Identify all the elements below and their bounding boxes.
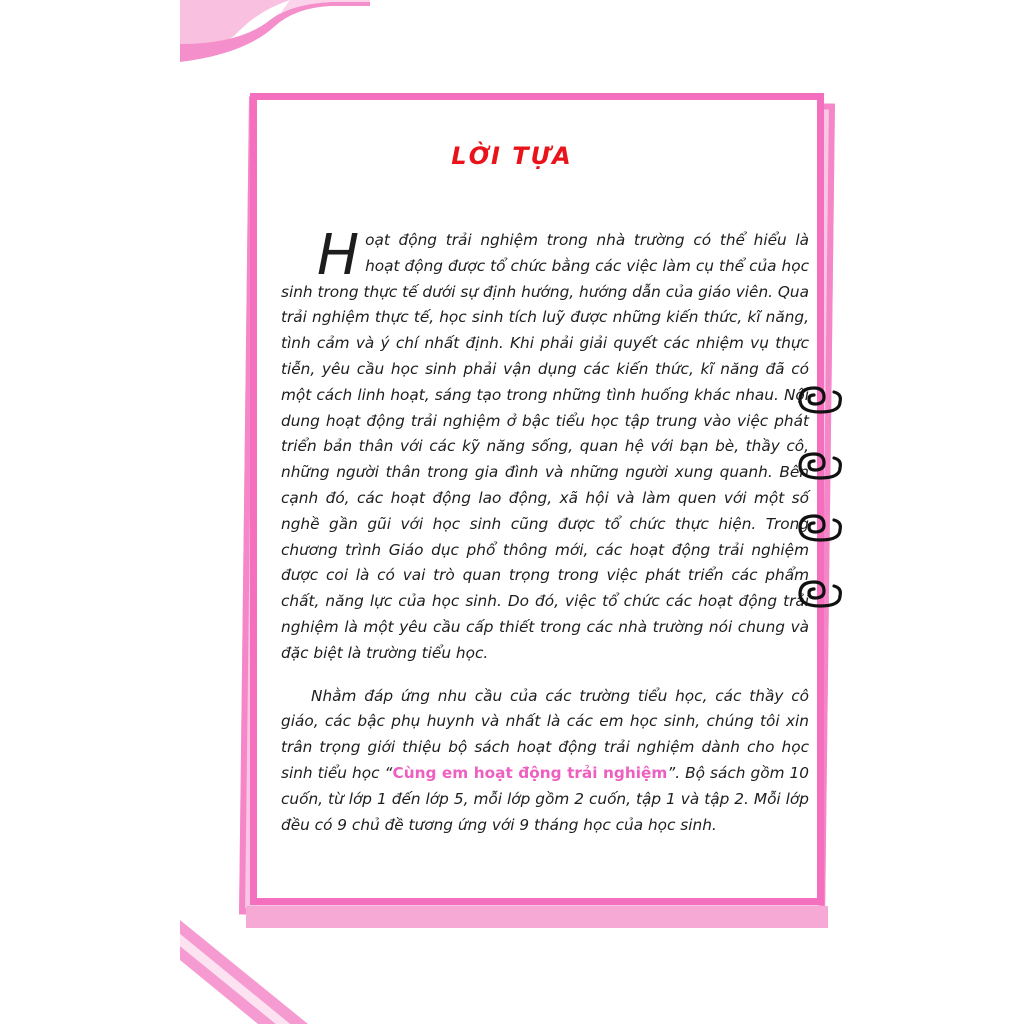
page-title: LỜI TỰA <box>451 142 573 170</box>
paragraph-1 <box>281 223 809 667</box>
spiral-binding <box>790 380 850 620</box>
spiral-ring-icon <box>790 508 846 544</box>
spiral-ring-icon <box>790 380 846 416</box>
paragraph-2-text-end: ”. Bộ sách gồm 10 cuốn, từ lớp 1 đến lớp 5, mỗi lớp gồm 2 cuốn, tập 1 và tập 2. Mỗi lớp đều có 9 chủ đề tương ứng với 9 tháng học của học sinh. <box>281 763 809 834</box>
spiral-ring-icon <box>790 574 846 610</box>
page-frame-bottom-layer <box>246 906 828 928</box>
top-left-decoration <box>180 0 370 64</box>
book-series-title: Cùng em hoạt động trải nghiệm <box>392 763 668 782</box>
preface-body <box>281 223 809 838</box>
paragraph-2 <box>281 684 809 839</box>
drop-cap: H <box>317 223 360 288</box>
paragraph-1-text: oạt động trải nghiệm trong nhà trường có thể hiểu là hoạt động được tổ chức bằng các việc làm cụ thể của học sinh trong thực tế dưới sự định hướng, hướng dẫn của giáo viên. Qua trải nghiệm thực tế, học sinh tích luỹ được những kiến thức, kĩ năng, tình cảm và ý chí nhất định. Khi phải giải quyết các nhiệm vụ thực tiễn, yêu cầu học sinh phải vận dụng các kiến thức, kĩ năng đã có một cách linh hoạt, sáng tạo trong những tình huống khác nhau. Nội dung hoạt động trải nghiệm ở bậc tiểu học tập trung vào việc phát triển bản thân với các kỹ năng sống, quan hệ với bạn bè, thầy cô, những người thân trong gia đình và những người xung quanh. Bên cạnh đó, các hoạt động lao động, xã hội và làm quen với một số nghề gần gũi với học sinh cũng được tổ chức thực hiện. Trong chương trình Giáo dục phổ thông mới, các hoạt động trải nghiệm được coi là có vai trò quan trọng trong việc phát triển các phẩm chất, năng lực của học sinh. Do đó, việc tổ chức các hoạt động trải nghiệm là một yêu cầu cấp thiết trong các nhà trường nói chung và đặc biệt là trường tiểu học. <box>281 231 809 662</box>
spiral-ring-icon <box>790 446 846 482</box>
paragraph-2-text-start: Nhằm đáp ứng nhu cầu của các trường tiểu học, các thầy cô giáo, các bậc phụ huynh và nhất là các em học sinh, chúng tôi xin trân trọng giới thiệu bộ sách hoạt động trải nghiệm dành cho học sinh tiểu học “ <box>281 686 809 782</box>
bottom-left-decoration <box>180 920 310 1024</box>
